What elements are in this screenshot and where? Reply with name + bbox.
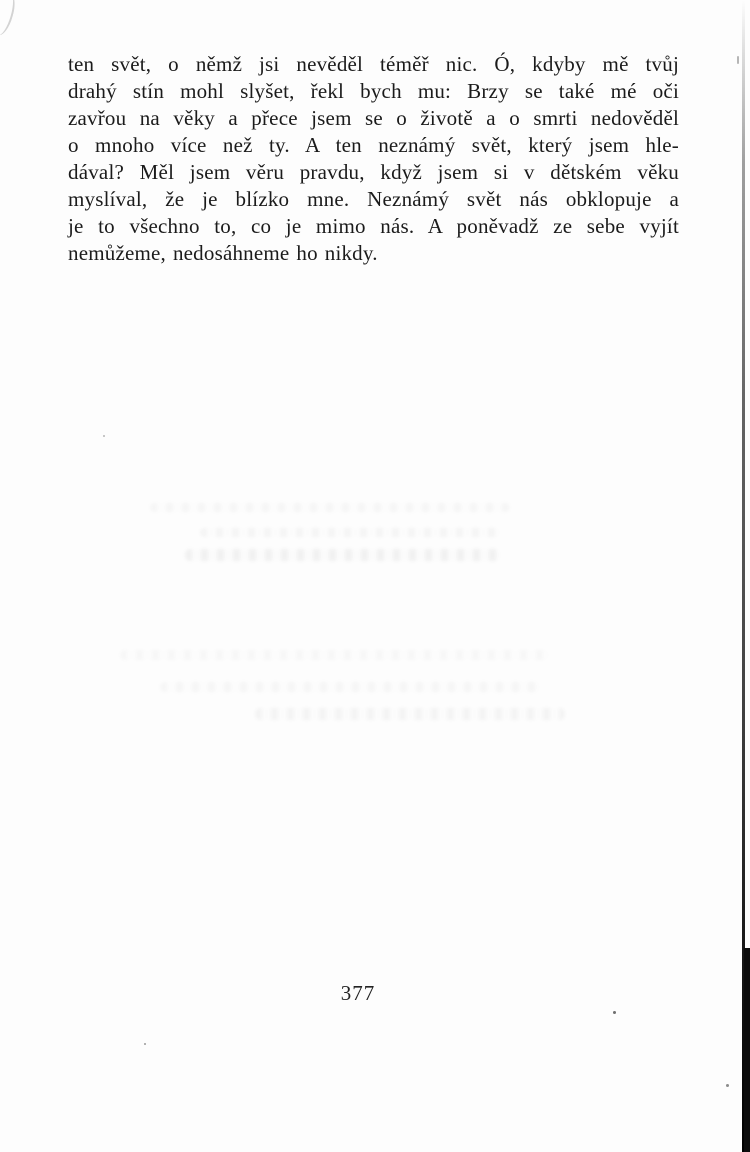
ink-showthrough-smudge bbox=[150, 503, 510, 512]
page-corner-curl-mark bbox=[0, 0, 19, 38]
text-line: myslíval, že je blízko mne. Neznámý svět nás obklopuje a bbox=[68, 187, 679, 211]
scan-speck bbox=[726, 1084, 729, 1087]
scan-binding-shadow-bottom bbox=[744, 948, 750, 1152]
scan-speck bbox=[103, 435, 105, 437]
ink-showthrough-smudge bbox=[200, 528, 500, 537]
body-text-paragraph bbox=[68, 51, 679, 267]
text-line: dával? Měl jsem věru pravdu, když jsem si v dětském věku bbox=[68, 160, 679, 184]
ink-showthrough-smudge bbox=[255, 708, 565, 720]
ink-showthrough-smudge bbox=[120, 650, 550, 660]
text-line: je to všechno to, co je mimo nás. A poněvadž ze sebe vyjít bbox=[68, 214, 679, 238]
text-line: nemůžeme, nedosáhneme ho nikdy. bbox=[68, 241, 378, 265]
text-line: drahý stín mohl slyšet, řekl bych mu: Brzy se také mé oči bbox=[68, 79, 679, 103]
text-line: zavřou na věky a přece jsem se o životě a o smrti nedověděl bbox=[68, 106, 679, 130]
ink-showthrough-smudge bbox=[185, 549, 500, 561]
scan-speck bbox=[737, 56, 739, 64]
ink-showthrough-smudge bbox=[160, 682, 540, 692]
text-line: ten svět, o němž jsi nevěděl téměř nic. Ó, kdyby mě tvůj bbox=[68, 52, 679, 76]
page-number: 377 bbox=[340, 981, 376, 1005]
text-line: o mnoho více než ty. A ten neznámý svět, který jsem hle- bbox=[68, 133, 679, 157]
scan-speck bbox=[613, 1011, 616, 1014]
scan-speck bbox=[144, 1043, 146, 1045]
